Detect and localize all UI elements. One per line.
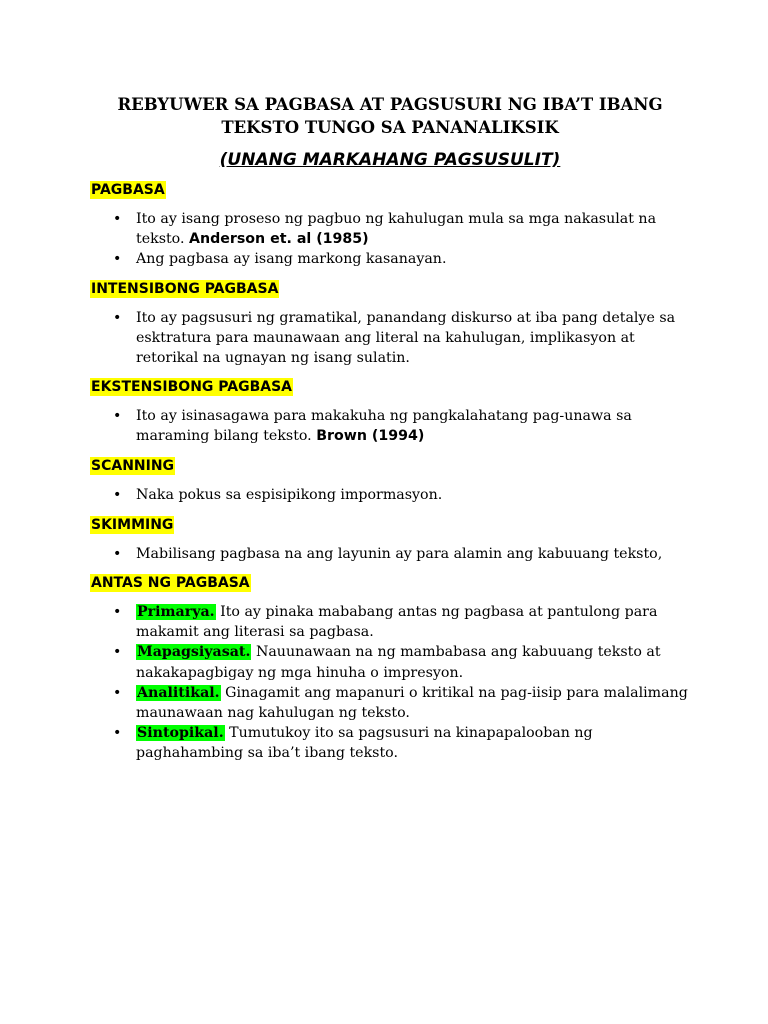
list-item (90, 308, 690, 369)
skimming-list (90, 544, 690, 564)
list-item (90, 602, 690, 642)
bullet-icon: • (113, 684, 122, 701)
pagbasa-bullet-2-text: Ang pagbasa ay isang markong kasanayan. (136, 251, 447, 268)
ekstensibo-bullet-1-citation: Brown (1994) (316, 428, 425, 445)
list-item (90, 209, 690, 249)
antas-text-sintopikal: Tumutukoy ito sa pagsusuri na kinapapalooban ng paghahambing sa iba’t ibang teksto. (136, 725, 593, 762)
bullet-icon: • (113, 211, 122, 227)
pagbasa-bullet-1-text: Ito ay isang proseso ng pagbuo ng kahulugan mula sa mga nakasulat na teksto. (136, 211, 657, 248)
antas-term-analitikal: Analitikal. (137, 684, 220, 701)
title-line-1: REBYUWER SA PAGBASA AT PAGSUSURI NG IBA’T IBANG (117, 95, 663, 114)
antas-list (90, 602, 690, 764)
bullet-icon: • (113, 309, 122, 326)
section-heading-pagbasa (90, 181, 690, 199)
section-heading-intensibo (90, 280, 690, 298)
section-heading-scanning-text: SCANNING (91, 457, 175, 474)
section-heading-pagbasa-text: PAGBASA (91, 182, 165, 198)
list-item (90, 544, 690, 564)
list-item (90, 723, 690, 763)
list-item (90, 642, 690, 682)
antas-term-mapagsiyasat: Mapagsiyasat. (137, 644, 251, 661)
list-item (90, 683, 690, 723)
pagbasa-list (90, 209, 690, 270)
list-item (90, 485, 690, 505)
document-title (90, 93, 690, 139)
section-heading-antas-text: ANTAS NG PAGBASA (91, 575, 250, 592)
scanning-list (90, 485, 690, 505)
bullet-icon: • (113, 486, 122, 503)
antas-term-primarya: Primarya. (137, 604, 215, 621)
bullet-icon: • (113, 545, 122, 562)
document-page (90, 93, 690, 764)
ekstensibo-bullet-1-text: Ito ay isinasagawa para makakuha ng pangkalahatang pag-unawa sa maraming bilang teksto. (136, 408, 632, 445)
bullet-icon: • (113, 408, 122, 425)
antas-text-primarya: Ito ay pinaka mababang antas ng pagbasa at pantulong para makamit ang literasi sa pagbasa. (136, 604, 658, 641)
intensibo-list (90, 308, 690, 369)
intensibo-bullet-1-text: Ito ay pagsusuri ng gramatikal, panandang diskurso at iba pang detalye sa esktratura para maunawaan ang literal na kahulugan, implikasyon at retorikal na ugnayan ng isang sulatin. (136, 309, 676, 367)
title-line-2: TEKSTO TUNGO SA PANANALIKSIK (221, 118, 559, 137)
bullet-icon: • (113, 725, 122, 742)
antas-term-sintopikal: Sintopikal. (137, 725, 224, 742)
document-subtitle: (UNANG MARKAHANG PAGSUSULIT) (219, 150, 561, 170)
section-heading-intensibo-text: INTENSIBONG PAGBASA (91, 280, 279, 297)
ekstensibo-list (90, 406, 690, 446)
bullet-icon: • (113, 251, 122, 268)
section-heading-antas (90, 574, 690, 592)
section-heading-ekstensibo-text: EKSTENSIBONG PAGBASA (91, 379, 292, 396)
section-heading-scanning (90, 457, 690, 475)
antas-text-analitikal: Ginagamit ang mapanuri o kritikal na pag-iisip para malalimang maunawaan nag kahulugan ng teksto. (136, 684, 688, 722)
skimming-bullet-1-text: Mabilisang pagbasa na ang layunin ay para alamin ang kabuuang teksto, (136, 545, 663, 562)
scanning-bullet-1-text: Naka pokus sa espisipikong impormasyon. (136, 486, 443, 503)
antas-text-mapagsiyasat: Nauunawaan na ng mambabasa ang kabuuang teksto at nakakapagbigay ng mga hinuha o impresyon. (136, 644, 661, 681)
section-heading-ekstensibo (90, 378, 690, 396)
list-item (90, 406, 690, 446)
bullet-icon: • (113, 604, 122, 621)
pagbasa-bullet-1-citation: Anderson et. al (1985) (189, 231, 369, 248)
section-heading-skimming (90, 516, 690, 534)
list-item (90, 249, 690, 269)
bullet-icon: • (113, 644, 122, 661)
section-heading-skimming-text: SKIMMING (91, 516, 174, 533)
